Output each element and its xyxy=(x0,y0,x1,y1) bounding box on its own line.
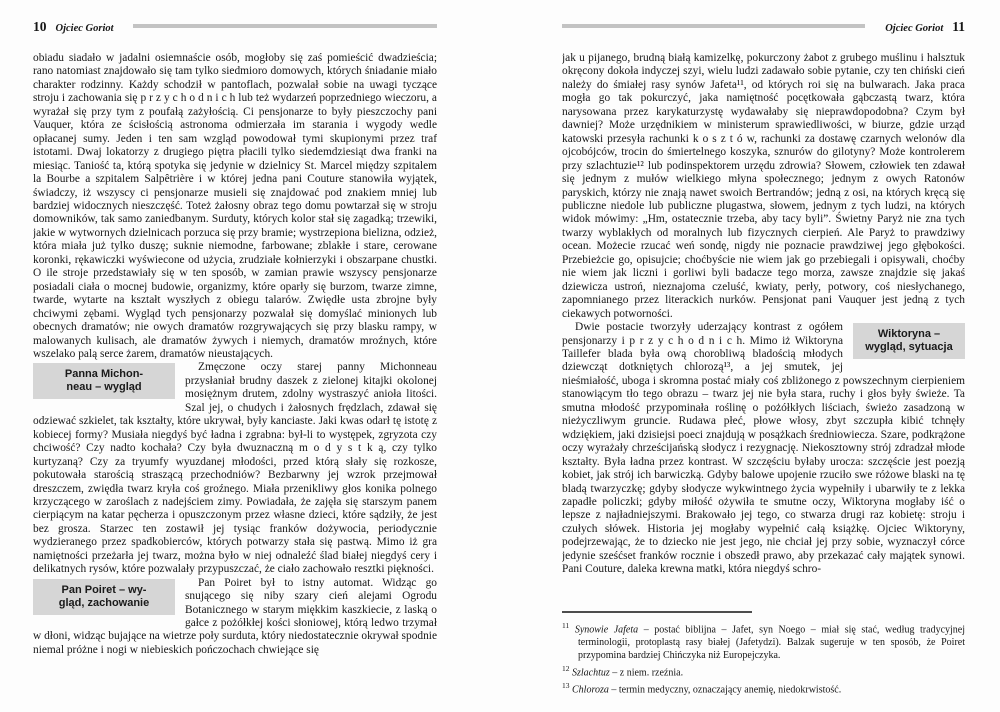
page-body xyxy=(33,52,437,657)
page-11 xyxy=(562,18,965,700)
footnote-marker: 12 xyxy=(562,664,570,674)
margin-note-poiret xyxy=(33,579,175,615)
header-rule xyxy=(562,24,865,28)
margin-note-wiktoryna xyxy=(853,323,965,359)
footnotes-section xyxy=(562,611,965,698)
body-paragraph xyxy=(33,577,437,658)
page-number: 11 xyxy=(952,19,965,34)
margin-note-line: wygląd, sytuacja xyxy=(865,341,953,354)
footnote-marker: 13 xyxy=(562,681,570,691)
page-header xyxy=(33,18,437,36)
paragraph-text: Zmęczone oczy starej panny Michonneau przysłaniał brudny daszek z zielonej kitajki okolonej mosiężnym drutem, zdolny wystraszyć anioła litości. Szal jej, o chudych i żałosnych frędzlach, zdawał się odziewać szkielet, tak kształty, które ukrywał, były kanciaste. Jaki kwas odarł tę istotę z kobiecej formy? Musiała niegdyś być ładna i zgrabna: był-li to występek, zgryzota czy chciwość? Czy nadto kochała? Czy była dwuznaczną m o d y s t k ą, czy tylko kurtyzaną? Czy za tryumfy wyuzdanej młodości, przed którą słały się rozkosze, pokutowała starością straszącą przechodniów? Bezbarwny jej wzrok przejmował dreszczem, zwiędła twarz kryła coś groźnego. Miała przenikliwy głos konika polnego krzyczącego w zaroślach z nadejściem zimy. Powiadała, że zajęła się starszym panem cierpiącym na katar pęcherza i opuszczonym przez własne dzieci, które sądziły, że jest bez grosza. Starzec ten zostawił jej tysiąc franków dożywocia, periodycznie wydzieranego przez spadkobierców, których potwarzy stała się pastwą. Mimo iż gra namiętności przeżarła jej twarz, można było w niej odnaleźć ślad białej niegdyś cery i delikatnych rysów, które pozwalały przypuszczać, że ciało zachowało resztki piękności. xyxy=(33,361,437,576)
paragraph-text: Pan Poiret był to istny automat. Widząc go snującego się niby szary cień alejami Ogrodu Botanicznego w starym miękkim kaszkiecie, z laską o gałce z pożółkłej kości słoniowej, którą ledwo trzymał w dłoni, widząc bujające na wietrze poły surduta, który niedostatecznie okrywał spodnie niemal próżne i nogi w niebieskich pończochach chwiejące się xyxy=(33,576,437,656)
footnote-term: Szlachtuz xyxy=(572,667,610,679)
margin-note-line: gląd, zachowanie xyxy=(58,596,150,609)
footnote xyxy=(562,680,965,697)
body-paragraph: obiadu siadało w jadalni osiemnaście osób, mogłoby się zaś pomieścić dwadzieścia; rano natomiast znajdowało się tam tylko siedmioro domowych, których śniadanie miało charakter rodzinny. Każdy schodził w pantoflach, pozwalał sobie na uwagi tyczące stroju i zachowania się p r z y c h o d n i c h lub też wydarzeń poprzedniego wieczoru, a wyrażał się przy tym z poufałą zażyłością. Ci pensjonarze to były pieszczochy pani Vauquer, która ze ścisłością astronoma odmierzała im starania i wygody wedle opłacanej sumy. Jeden i ten sam wzgląd powodował tymi skupionymi przez traf istotami. Dwaj lokatorzy z drugiego piętra płacili tylko siedemdziesiąt dwa franki na miesiąc. Taniość ta, którą spotyka się jedynie w dzielnicy St. Marcel między szpitalem la Bourbe a szpitalem Salpêtrière i w której jedna pani Couture stanowiła wyjątek, świadczy, iż wszyscy ci pensjonarze musieli się znajdować pod znakiem mniej lub bardziej widocznych nieszczęść. Toteż żałosny obraz tego domu powtarzał się w stroju domowników, tak samo zaniedbanym. Surduty, których kolor stał się zagadką; trzewiki, jakie w wytwornych dzielnicach porzuca się przy bramie; wystrzepiona bielizna, odzież, która miała już tylko duszę; suknie niemodne, farbowane; zblakłe i stare, cerowane koronki, rękawiczki wyświecone od użycia, zrudziałe kołnierzyki i obszarpane chustki. O ile stroje przedstawiały się w ten sposób, w zamian prawie wszyscy pensjonarze posiadali ciała o mocnej budowie, organizmy, które oparły się burzom, twarze zimne, twarde, wytarte na kształt wyszłych z obiegu talarów. Zwiędłe usta zbrojne były chciwymi zębami. Wygląd tych pensjonarzy pozwalał się domyślać minionych lub obecnych dramatów; nie owych dramatów rozgrywających się przy blasku rampy, w malowanych kulisach, ale dramatów żywych i niemych, dramatów mroźnych, które wszelako palą serce żarem, dramatów nieustających. xyxy=(33,52,437,360)
footnote-term: Chloroza xyxy=(572,684,609,696)
body-paragraph xyxy=(33,361,437,576)
footnote xyxy=(562,620,965,663)
running-title: Ojciec Goriot xyxy=(885,23,944,34)
footnote-marker: 11 xyxy=(562,621,570,630)
margin-note-line: neau – wygląd xyxy=(66,381,142,394)
margin-note-line: Panna Michon- xyxy=(64,368,144,381)
body-paragraph: jak u pijanego, brudną białą kamizelkę, pokurczony żabot z grubego muślinu i halsztuk okręcony dokoła indyczej szyi, wielu ludzi zadawało sobie pytanie, czy ten chiński cień należy do śmiałej rasy synów Jafeta¹¹, od których roi się na bulwarach. Jaka praca mogła go tak pokurczyć, jaka namiętność pocętkowała gąbczastą twarz, która narysowana przez karykaturzystę wydawałaby się nieprawdopodobna? Czym był dawniej? Może urzędnikiem w ministerum sprawiedliwości, w biurze, gdzie urząd katowski przesyła rachunki k o s z t ó w, rachunki za dostawę czarnych welonów dla ojcobójców, trocin do śmiertelnego koszyka, sznurów do gilotyny? Może kontrolerem przy szlachtuzie¹² lub podinspektorem urzędu zdrowia? Słowem, człowiek ten zdawał się jednym z mułów wielkiego młyna społecznego; jednym z owych Ratonów paryskich, którzy nie znają nawet swoich Bertrandów; jedną z osi, na których kręcą się publiczne niedole lub publiczne plugastwa, słowem, jednym z tych ludzi, na których widok mówimy: „Hm, ostatecznie trzeba, aby tacy byli”. Świetny Paryż nie zna tych twarzy wyblakłych od moralnych lub fizycznych cierpień. Ale Paryż to prawdziwy ocean. Możecie rzucać weń sondę, nigdy nie poznacie prawdziwej jego głębokości. Przebieżcie go, opisujcie; choćbyście nie wiem jak go przebiegali i opisywali, choćby nie wiem jak liczni i gorliwi byli badacze tego morza, zawsze znajdzie się jakaś dziewicza ustroń, nieznajoma czeluść, kwiaty, perły, potwory, coś niesłychanego, zapomnianego przez literackich nurków. Pensjonat pani Vauquer jest jedną z tych ciekawych potworności. xyxy=(562,52,965,320)
footnote xyxy=(562,663,965,680)
footnote-text: – termin medyczny, oznaczający anemię, niedokrwistość. xyxy=(608,684,842,696)
footnote-text: – z niem. rzeźnia. xyxy=(609,667,684,679)
margin-note-line: Pan Poiret – wy- xyxy=(61,583,147,596)
page-body xyxy=(562,52,965,577)
page-header xyxy=(562,18,965,36)
margin-note-michonneau xyxy=(33,363,175,399)
footnote-text: – postać biblijna – Jafet, syn Noego – miał się stać, według tradycyjnej terminologii, protoplastą rasy białej (Jafetydzi). Balzak sugeruje w ten sposób, że Poiret przypomina bardziej Chińczyka niż Europejczyka. xyxy=(578,624,966,662)
footnote-term: Synowie Jafeta xyxy=(574,624,639,636)
margin-note-line: Wiktoryna – xyxy=(877,328,941,341)
header-rule xyxy=(133,24,437,28)
page-10 xyxy=(33,18,437,700)
running-title: Ojciec Goriot xyxy=(55,23,114,34)
paragraph-text: Dwie postacie tworzyły uderzający kontrast z ogółem pensjonarzy i p r z y c h o d n i c h. Mimo iż Wiktoryna Taillefer blada była ową chorobliwą bladością młodych dziewcząt dotkniętych chlorozą¹³, a jej smutek, jej nieśmiałość, uboga i skromna postać miały coś zbliżonego z powszechnym cierpieniem stanowiącym tło tego obrazu – twarz jej nie była stara, ruchy i głos były świeże. Ta smutna młodość przypominała roślinę o pożółkłych liściach, świeżo zasadzoną w nieżyczliwym gruncie. Rudawa płeć, płowe włosy, zbyt szczupła kibić tchnęły wdziękiem, jaki dzisiejsi poeci znajdują w posążkach średniowiecza. Szare, podkrążone oczy wyrażały chrześcijańską słodycz i rezygnację. Niekosztowny strój zdradzał młode kształty. Była ładna przez kontrast. W szczęściu byłaby urocza: szczęście jest poezją kobiet, jak strój ich barwiczką. Gdyby balowe upojenie rzuciło swe różowe blaski na tę bladą twarzyczkę; gdyby słodycze wykwintnego życia wypełniły i ubarwiły te z lekka zapadłe policzki; gdyby miłość ożywiła te smutne oczy, Wiktoryna mogłaby iść o lepsze z najładniejszymi. Brakowało jej tego, co stwarza drugi raz kobietę: stroju i czułych słówek. Historia jej mogłaby wypełnić całą książkę. Ojciec Wiktoryny, podejrzewając, że to dziecko nie jest jego, nie chciał jej przy sobie, wyznaczył córce jedynie sześćset franków rocznie i obszedł prawo, aby przekazać cały majątek synowi. Pani Couture, daleka krewna matki, która niegdyś schro- xyxy=(562,321,965,576)
body-paragraph xyxy=(562,321,965,577)
page-number: 10 xyxy=(33,19,47,34)
footnote-separator xyxy=(562,611,752,613)
